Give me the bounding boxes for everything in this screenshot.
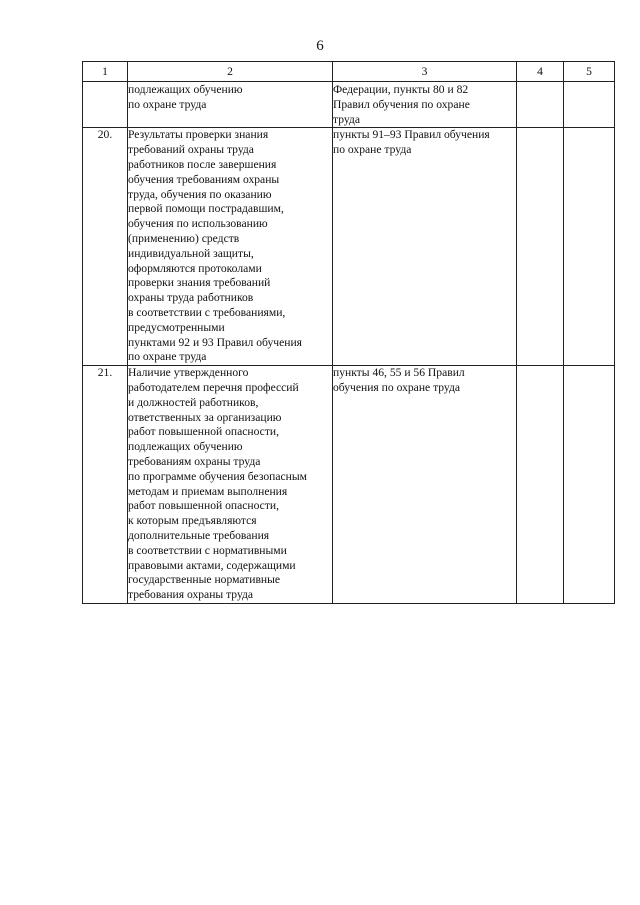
requirement-line: требований охраны труда	[128, 143, 254, 157]
requirement-line: первой помощи пострадавшим,	[128, 202, 284, 216]
requirement-line: труда, обучения по оказанию	[128, 187, 272, 201]
requirement-line: Результаты проверки знания	[128, 128, 269, 142]
requirement-line: в соответствии с требованиями,	[128, 305, 286, 319]
requirement-line: обучения по использованию	[128, 217, 268, 231]
column-header-4: 4	[517, 62, 564, 82]
requirement-line: правовыми актами, содержащими	[128, 558, 296, 572]
reference-line: по охране труда	[333, 143, 412, 157]
requirement-line: работ повышенной опасности,	[128, 425, 279, 439]
requirement-line: оформляются протоколами	[128, 261, 262, 275]
requirement-line: пунктами 92 и 93 Правил обучения	[128, 335, 303, 349]
requirement-cell	[128, 128, 333, 366]
reference-line: Правил обучения по охране	[333, 97, 470, 111]
column-header-3: 3	[333, 62, 517, 82]
header-row	[83, 62, 615, 82]
requirement-line: по охране труда	[128, 350, 207, 364]
requirement-line: в соответствии с нормативными	[128, 543, 287, 557]
requirement-line: подлежащих обучению	[128, 440, 243, 454]
reference-cell	[333, 82, 517, 128]
requirement-cell	[128, 82, 333, 128]
reference-line: Федерации, пункты 80 и 82	[333, 83, 469, 96]
requirement-line: проверки знания требований	[128, 276, 271, 290]
column-4-cell	[517, 82, 564, 128]
column-5-cell	[564, 82, 615, 128]
requirement-line: охраны труда работников	[128, 291, 254, 305]
requirement-line: обучения требованиям охраны	[128, 172, 280, 186]
requirement-line: Наличие утвержденного	[128, 366, 249, 380]
reference-line: труда	[333, 112, 360, 126]
table-body	[83, 82, 615, 604]
column-5-cell	[564, 366, 615, 604]
checklist-table	[82, 61, 615, 604]
table-row	[83, 366, 615, 604]
column-4-cell	[517, 128, 564, 366]
requirement-cell	[128, 366, 333, 604]
reference-cell	[333, 128, 517, 366]
table-row	[83, 82, 615, 128]
column-header-2: 2	[128, 62, 333, 82]
row-number	[83, 82, 128, 128]
row-number: 20.	[83, 128, 128, 366]
reference-cell	[333, 366, 517, 604]
column-header-1: 1	[83, 62, 128, 82]
requirement-line: методам и приемам выполнения	[128, 484, 288, 498]
requirement-line: ответственных за организацию	[128, 410, 282, 424]
requirement-line: и должностей работников,	[128, 395, 259, 409]
requirement-line: работодателем перечня профессий	[128, 380, 299, 394]
reference-line: пункты 46, 55 и 56 Правил	[333, 366, 465, 380]
requirement-line: работников после завершения	[128, 157, 277, 171]
requirement-line: по программе обучения безопасным	[128, 469, 307, 483]
requirement-line: требованиям охраны труда	[128, 454, 261, 468]
column-4-cell	[517, 366, 564, 604]
table-row	[83, 128, 615, 366]
requirement-line: предусмотренными	[128, 320, 225, 334]
page-number: 6	[316, 38, 324, 54]
requirement-line: индивидуальной защиты,	[128, 246, 254, 260]
reference-line: обучения по охране труда	[333, 380, 461, 394]
column-5-cell	[564, 128, 615, 366]
requirement-line: требования охраны труда	[128, 588, 254, 602]
requirement-line: подлежащих обучению	[128, 83, 243, 96]
requirement-line: (применению) средств	[128, 231, 240, 245]
requirement-line: к которым предъявляются	[128, 514, 257, 528]
column-header-5: 5	[564, 62, 615, 82]
requirement-line: дополнительные требования	[128, 528, 270, 542]
requirement-line: государственные нормативные	[128, 573, 281, 587]
requirement-line: работ повышенной опасности,	[128, 499, 279, 513]
row-number: 21.	[83, 366, 128, 604]
requirement-line: по охране труда	[128, 97, 207, 111]
reference-line: пункты 91–93 Правил обучения	[333, 128, 490, 142]
